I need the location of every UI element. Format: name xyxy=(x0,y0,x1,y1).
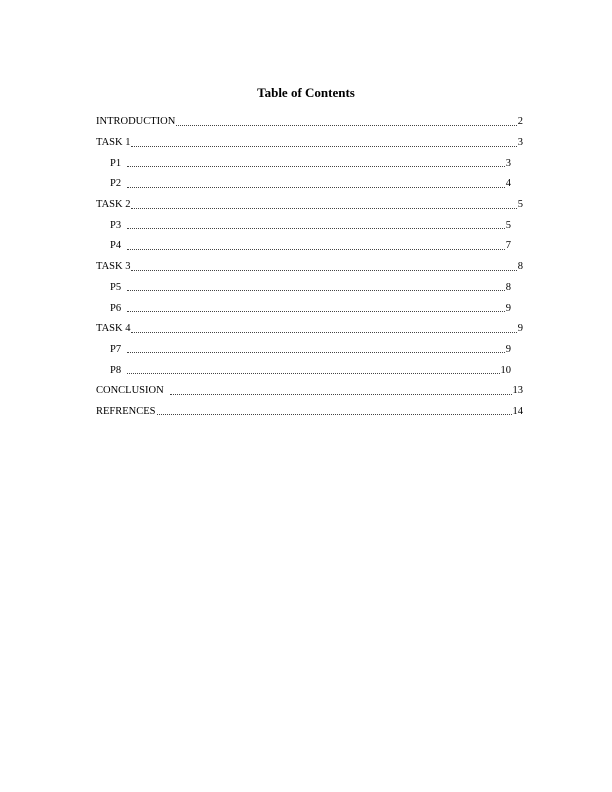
toc-entry-page-number: 10 xyxy=(500,364,511,376)
toc-entry-task-2[interactable] xyxy=(96,195,523,216)
toc-entry-label: TASK 3 xyxy=(96,261,131,273)
toc-entry-label: INTRODUCTION xyxy=(96,116,176,128)
dot-leader xyxy=(131,270,516,271)
toc-entry-task-1[interactable] xyxy=(96,133,523,154)
dot-leader xyxy=(157,414,512,415)
toc-entry-label: CONCLUSION xyxy=(96,385,169,397)
toc-entry-label: P1 xyxy=(110,158,126,170)
toc-entry-task-3[interactable] xyxy=(96,257,523,278)
toc-entry-page-number: 7 xyxy=(505,240,511,252)
toc-entry-page-number: 13 xyxy=(512,385,523,397)
page-title: Table of Contents xyxy=(257,85,355,100)
toc-entry-page-number: 3 xyxy=(517,137,523,149)
toc-entry-page-number: 9 xyxy=(517,323,523,335)
dot-leader xyxy=(131,332,516,333)
dot-leader xyxy=(127,352,505,353)
toc-entry-label: P7 xyxy=(110,344,126,356)
toc-entry-introduction[interactable] xyxy=(96,112,523,133)
toc-entry-p8[interactable] xyxy=(96,360,511,381)
toc-entry-task-4[interactable] xyxy=(96,319,523,340)
toc-entry-page-number: 9 xyxy=(505,302,511,314)
toc-entry-page-number: 9 xyxy=(505,343,511,355)
toc-entry-p2[interactable] xyxy=(96,174,511,195)
dot-leader xyxy=(127,187,505,188)
toc-entry-p7[interactable] xyxy=(96,340,511,361)
toc-entry-conclusion[interactable] xyxy=(96,381,523,402)
dot-leader xyxy=(127,249,505,250)
toc-entry-page-number: 8 xyxy=(517,261,523,273)
dot-leader xyxy=(170,394,512,395)
toc-entry-p1[interactable] xyxy=(96,153,511,174)
toc-entry-page-number: 8 xyxy=(505,281,511,293)
toc-entry-page-number: 2 xyxy=(517,116,523,128)
toc-entry-label: TASK 2 xyxy=(96,199,131,211)
toc-entry-label: TASK 1 xyxy=(96,137,131,149)
dot-leader xyxy=(127,166,505,167)
toc-entry-label: REFRENCES xyxy=(96,405,156,417)
toc-entry-label: P5 xyxy=(110,282,126,294)
toc-entry-label: P6 xyxy=(110,303,126,315)
toc-entry-page-number: 14 xyxy=(512,405,523,417)
toc-entry-p6[interactable] xyxy=(96,298,511,319)
dot-leader xyxy=(131,208,516,209)
dot-leader xyxy=(127,311,505,312)
toc-entry-label: P3 xyxy=(110,220,126,232)
toc-entry-label: P2 xyxy=(110,178,126,190)
dot-leader xyxy=(131,146,516,147)
toc-entry-label: TASK 4 xyxy=(96,323,131,335)
toc-entry-label: P8 xyxy=(110,365,126,377)
toc-entry-p5[interactable] xyxy=(96,278,511,299)
dot-leader xyxy=(127,228,505,229)
toc-entry-page-number: 5 xyxy=(517,199,523,211)
table-of-contents xyxy=(96,112,524,422)
toc-entry-p4[interactable] xyxy=(96,236,511,257)
dot-leader xyxy=(176,125,516,126)
dot-leader xyxy=(127,290,505,291)
toc-entry-page-number: 3 xyxy=(505,157,511,169)
toc-entry-label: P4 xyxy=(110,240,126,252)
toc-entry-p3[interactable] xyxy=(96,215,511,236)
toc-entry-page-number: 4 xyxy=(505,178,511,190)
toc-entry-refrences[interactable] xyxy=(96,402,523,423)
dot-leader xyxy=(127,373,499,374)
toc-entry-page-number: 5 xyxy=(505,219,511,231)
